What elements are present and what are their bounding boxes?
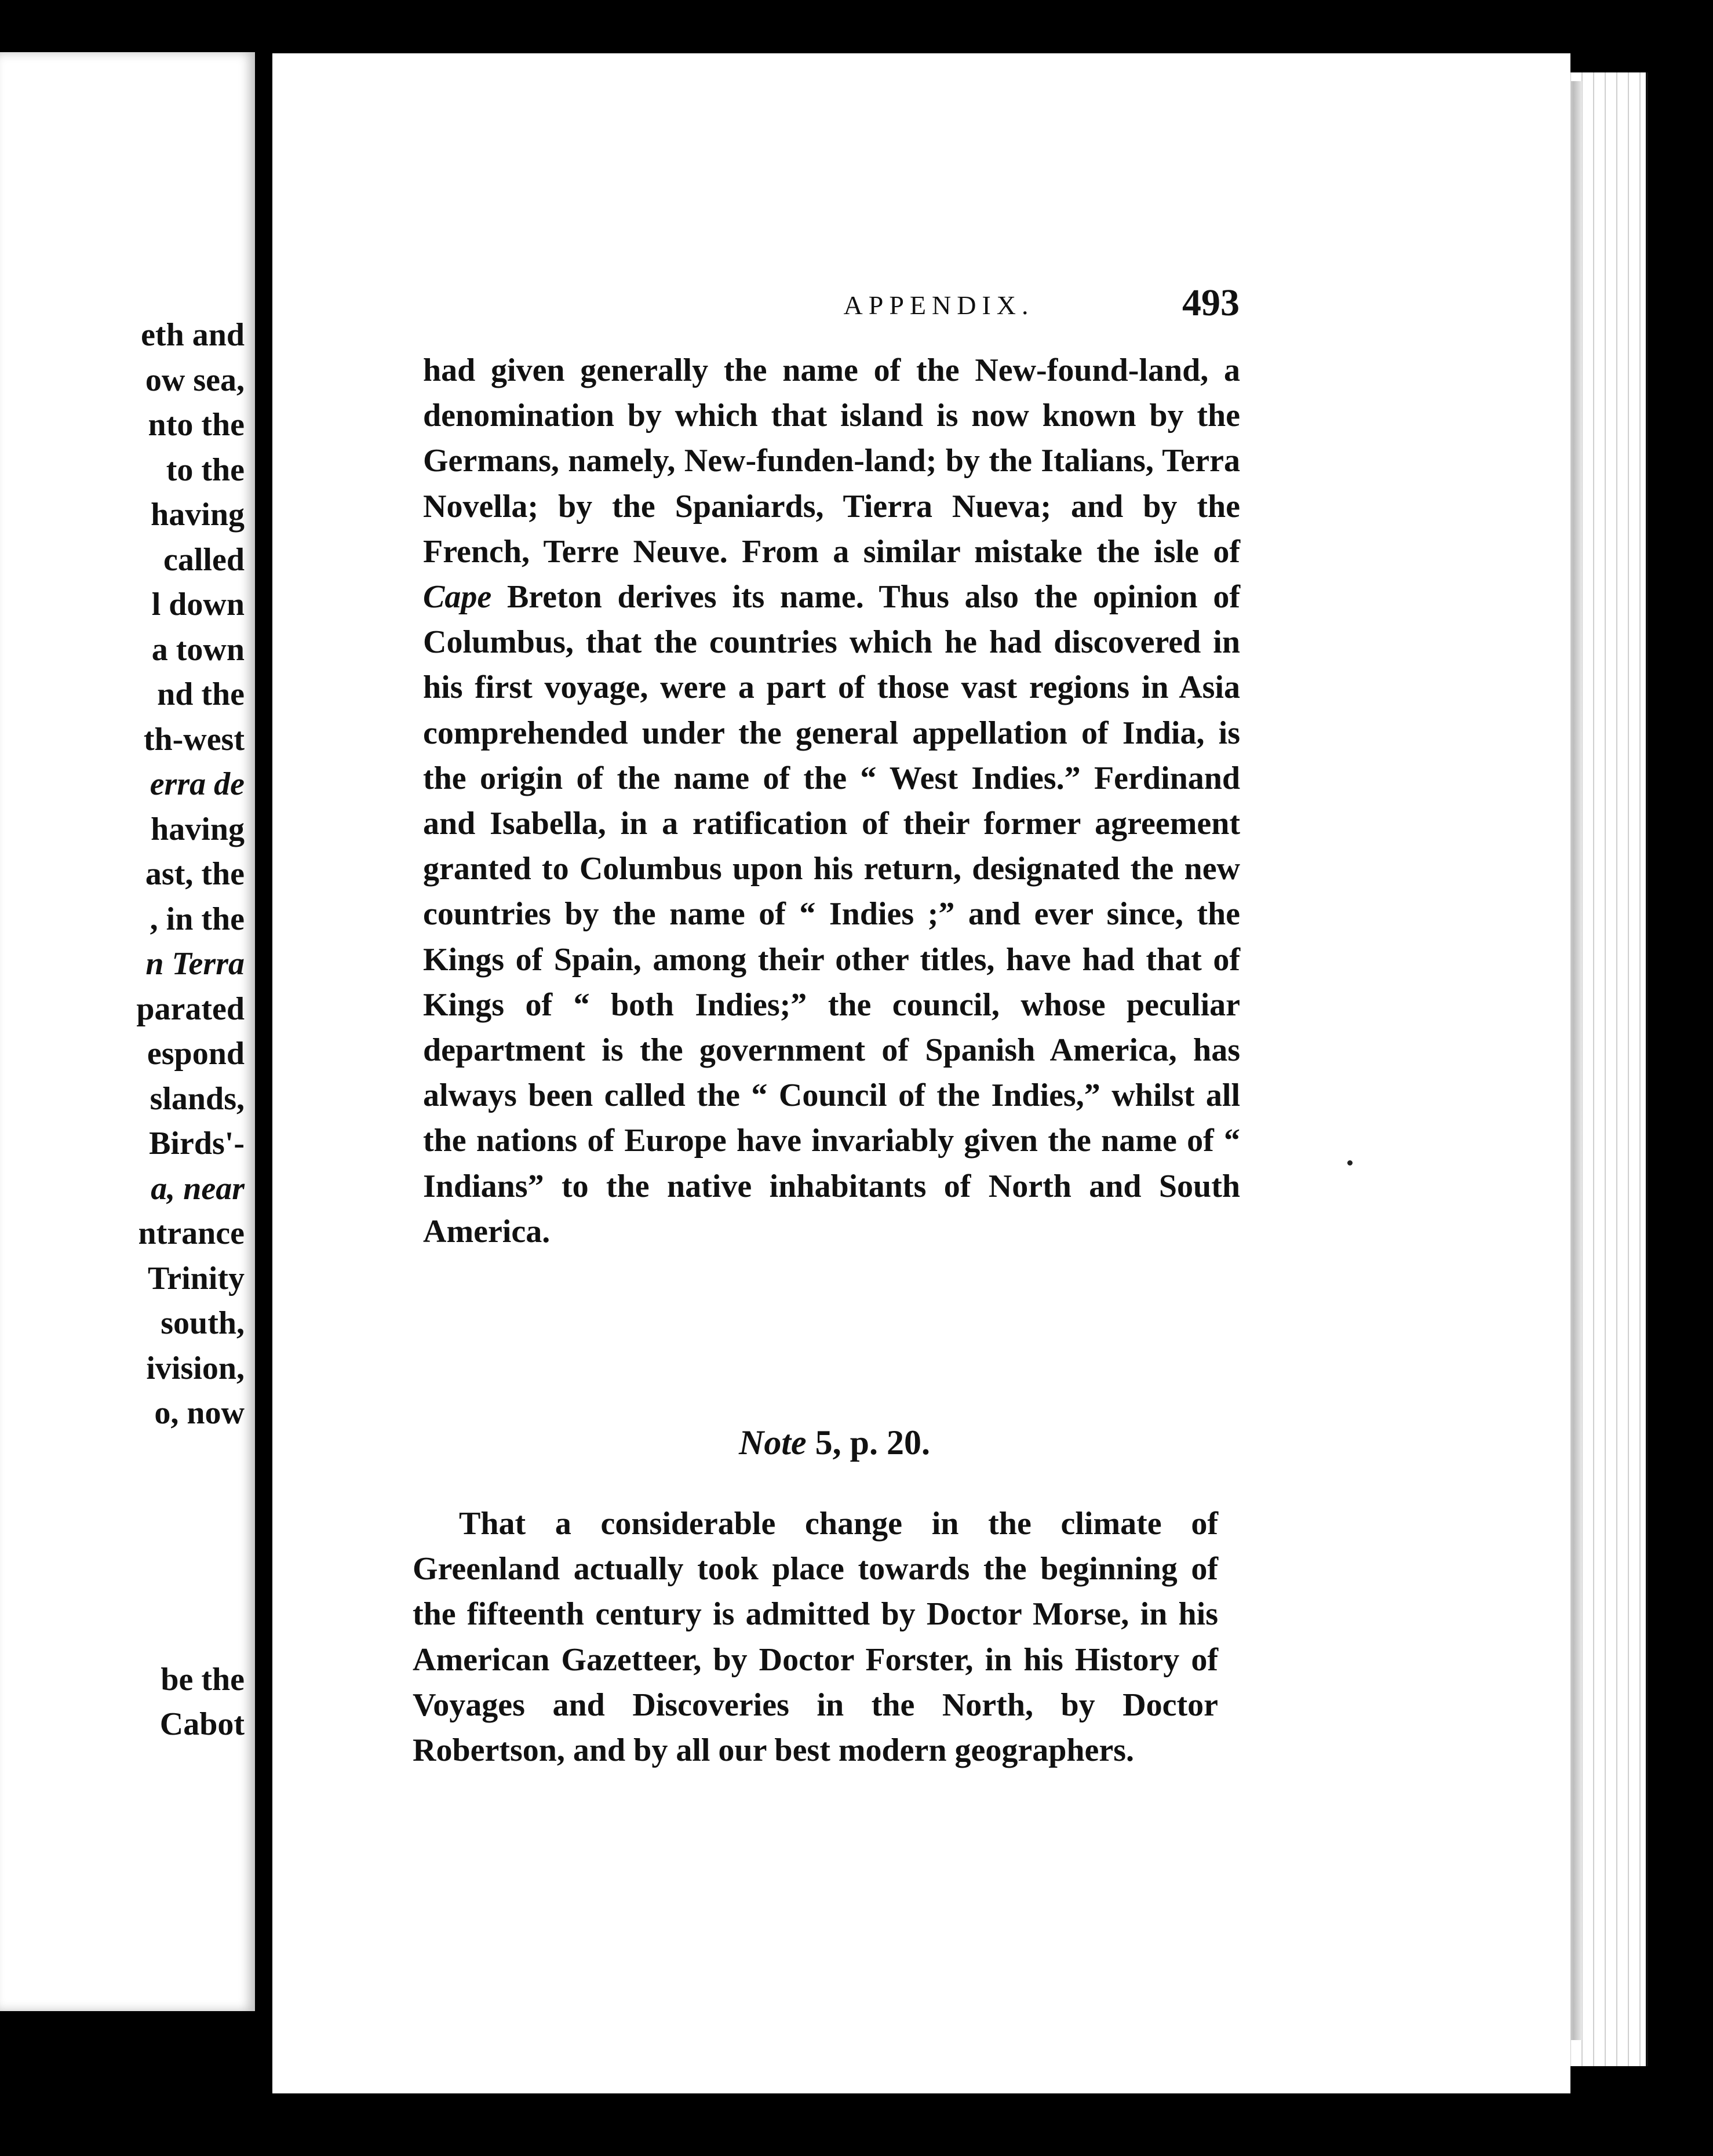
left-page-line: eth and xyxy=(141,317,245,353)
left-page-line: th-west xyxy=(143,721,245,757)
note-heading xyxy=(713,1423,956,1463)
running-head: APPENDIX. xyxy=(843,290,1034,320)
left-page-line: , in the xyxy=(150,901,245,937)
left-page-line: ast, the xyxy=(145,856,245,892)
note-heading-italic: Note xyxy=(738,1423,807,1462)
left-page-line: erra de xyxy=(150,766,245,802)
left-page-line: Cabot xyxy=(159,1706,245,1742)
paragraph-1 xyxy=(423,348,1240,1254)
left-page-line: nto the xyxy=(148,407,245,443)
paragraph-1-part-b: Breton derives its name. Thus also the opinion of Columbus, that the countries which he had discovered in his first voyage, were a part of those vast regions in Asia comprehended under the general appellation of India, is the origin of the name of the “ West Indies.” Ferdinand and Isabella, in a ratification of their former agreement granted to Columbus upon his return, designated the new countries by the name of “ Indies ;” and ever since, the Kings of Spain, among their other titles, have had that of Kings of “ both Indies;” the council, whose peculiar department is the government of Spanish America, has always been called the “ Council of the Indies,” whilst all the nations of Europe have invariably given the name of “ Indians” to the native inhabitants of North and South America. xyxy=(423,579,1240,1250)
left-page-line: Birds'- xyxy=(149,1126,245,1161)
left-page-line: a, near xyxy=(151,1170,245,1207)
left-page-line: having xyxy=(151,497,245,533)
left-page-line: n Terra xyxy=(145,946,245,982)
left-page-line: o, now xyxy=(154,1395,245,1431)
left-page-line: nd the xyxy=(157,676,245,712)
left-page-line: ow sea, xyxy=(145,362,245,398)
left-page-line: be the xyxy=(161,1662,245,1698)
note-heading-rest: 5, p. 20. xyxy=(806,1423,930,1462)
ink-speck xyxy=(1347,1160,1353,1166)
left-page-line: slands, xyxy=(150,1080,245,1117)
left-page-line: a town xyxy=(151,631,245,668)
paragraph-1-part-a: had given generally the name of the New-found-land, a denomination by which that island is now known by the Germans, namely, New-funden-land; by the Italians, Terra Novella; by the Spaniards, Tierra Nueva; and by the French, Terre Neuve. From a similar mistake the isle of xyxy=(423,352,1240,570)
left-page-line: called xyxy=(163,541,245,578)
left-page-line: south, xyxy=(161,1305,245,1341)
left-page-line: to the xyxy=(166,451,245,488)
left-page-line: Trinity xyxy=(148,1260,245,1296)
left-page-line: having xyxy=(151,811,245,847)
left-page-line: espond xyxy=(147,1036,245,1072)
page-number: 493 xyxy=(1182,282,1240,324)
left-page-line: l down xyxy=(151,587,245,622)
paragraph-2: That a considerable change in the climate of Greenland actually took place towards the beginning of the fifteenth century is admitted by Doctor Morse, in his American Gazetteer, by Doctor Forster, in his History of Voyages and Discoveries in the North, by Doctor Robertson, and by all our best modern geographers. xyxy=(413,1506,1218,1769)
left-page-line: ntrance xyxy=(138,1215,245,1251)
cape-italic: Cape xyxy=(423,579,492,616)
left-page-line: ivision, xyxy=(146,1350,245,1386)
left-page xyxy=(0,52,255,2011)
left-page-line: parated xyxy=(136,990,245,1027)
